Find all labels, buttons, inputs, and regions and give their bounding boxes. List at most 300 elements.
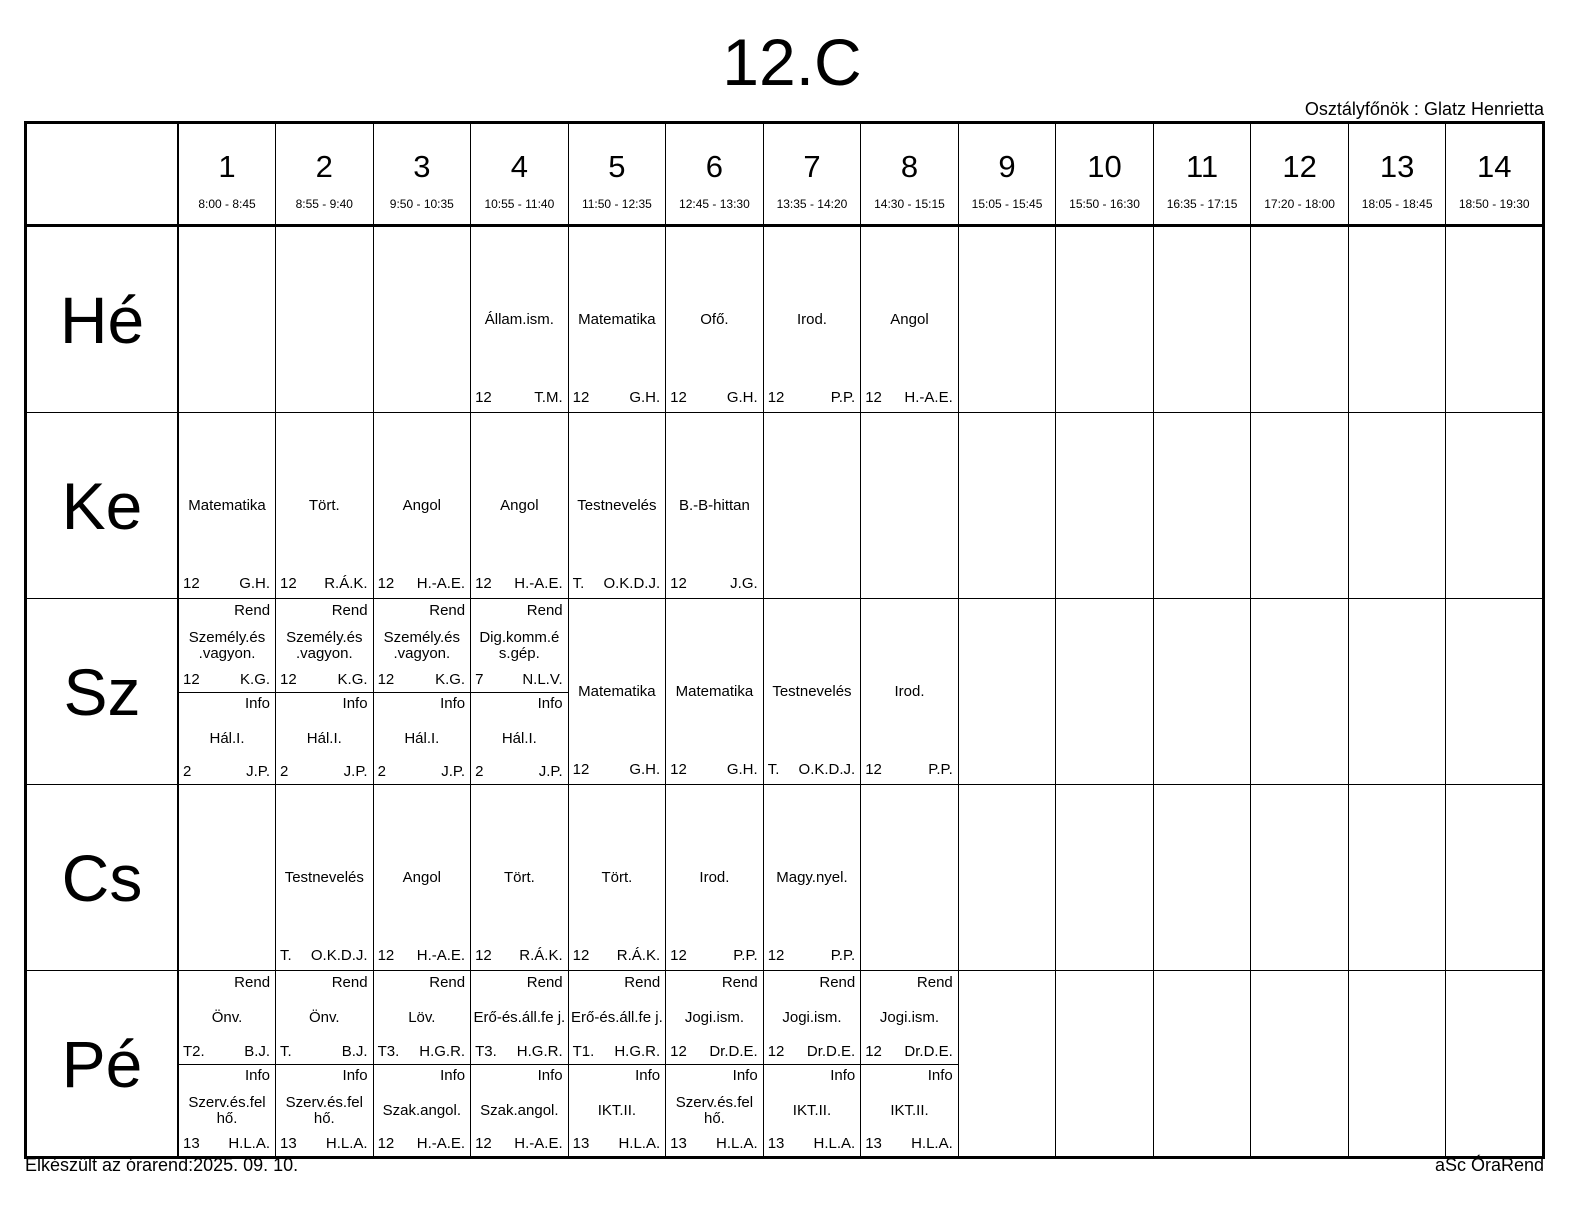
lesson-cell <box>763 226 861 413</box>
subject-label: Matematika <box>675 682 754 700</box>
subject-label: Hál.I. <box>501 729 537 747</box>
room-label: 12 <box>670 1042 687 1060</box>
subject-label: Matematika <box>188 496 266 514</box>
teacher-label: H.-A.E. <box>904 389 953 406</box>
room-label: 13 <box>183 1135 200 1152</box>
room-label: 13 <box>670 1135 687 1152</box>
teacher-label: J.P. <box>343 763 368 780</box>
lesson <box>666 599 763 784</box>
teacher-label: G.H. <box>629 389 661 406</box>
room-label: 12 <box>865 1042 882 1060</box>
group-label: Rend <box>526 974 563 991</box>
room-label: 12 <box>572 761 590 778</box>
lesson-cell <box>666 971 764 1158</box>
subject-label: Hál.I. <box>306 729 342 747</box>
lesson-cell <box>178 226 276 413</box>
room-label: 12 <box>475 947 492 964</box>
lesson-cell <box>861 785 959 971</box>
subject-label: Tört. <box>601 868 633 886</box>
period-header-row <box>26 123 1544 226</box>
subject-label: Irod. <box>699 868 730 886</box>
lesson <box>471 413 568 598</box>
group-label: Info <box>342 694 368 712</box>
lesson <box>764 227 861 412</box>
group-lesson <box>471 692 568 785</box>
room-label: 12 <box>280 670 297 688</box>
period-number: 13 <box>1379 149 1415 184</box>
lesson-cell <box>666 599 764 785</box>
subject-label: Ofő. <box>700 310 729 328</box>
group-lesson <box>179 1064 275 1157</box>
teacher-label: N.L.V. <box>522 670 563 688</box>
lesson-cell <box>666 785 764 971</box>
teacher-label: H.-A.E. <box>514 1135 563 1152</box>
subject-label: Személy.és .vagyon. <box>383 629 461 663</box>
teacher-label: J.P. <box>441 763 466 780</box>
lesson-cell <box>763 599 861 785</box>
group-lesson <box>471 599 568 693</box>
teacher-label: Dr.D.E. <box>806 1042 856 1060</box>
lesson-cell <box>763 413 861 599</box>
period-header <box>373 123 471 226</box>
lesson-cell <box>958 599 1056 785</box>
teacher-label: R.Á.K. <box>519 947 563 964</box>
day-row <box>26 971 1544 1158</box>
lesson-cell <box>1153 599 1251 785</box>
subject-label: IKT.II. <box>597 1101 637 1119</box>
lesson-cell <box>1348 599 1446 785</box>
group-label: Info <box>635 1066 661 1084</box>
period-header <box>178 123 276 226</box>
room-label: 2 <box>183 763 192 780</box>
subject-label: Erő-és.áll.fe j. <box>571 1009 663 1027</box>
teacher-label: H.L.A. <box>618 1135 661 1152</box>
subject-label: Önv. <box>211 1009 243 1027</box>
teacher-label: K.G. <box>240 670 271 688</box>
corner-cell <box>26 123 179 226</box>
period-time: 18:05 - 18:45 <box>1361 197 1433 211</box>
teacher-label: R.Á.K. <box>616 947 661 964</box>
teacher-label: J.P. <box>538 763 563 780</box>
lesson-cell <box>471 785 569 971</box>
room-label: 12 <box>670 575 687 592</box>
teacher-label: R.Á.K. <box>324 575 368 592</box>
period-time: 11:50 - 12:35 <box>581 197 652 211</box>
teacher-label: G.H. <box>726 761 758 778</box>
lesson <box>764 599 861 784</box>
lesson-cell <box>1153 785 1251 971</box>
lesson-cell <box>1251 971 1349 1158</box>
period-number: 6 <box>705 149 724 184</box>
group-lesson <box>276 1064 373 1157</box>
teacher-label: O.K.D.J. <box>310 947 368 964</box>
room-label: 2 <box>377 763 386 780</box>
lesson <box>569 413 666 598</box>
period-number: 1 <box>218 149 236 184</box>
period-header <box>276 123 374 226</box>
subject-label: Személy.és .vagyon. <box>188 629 266 663</box>
teacher-label: H.L.A. <box>325 1135 368 1152</box>
period-time: 15:50 - 16:30 <box>1069 197 1140 211</box>
room-label: T3. <box>475 1042 497 1060</box>
lesson-cell <box>1056 971 1154 1158</box>
teacher-label: P.P. <box>830 947 856 964</box>
day-row <box>26 226 1544 413</box>
teacher-label: P.P. <box>733 947 758 964</box>
period-header <box>471 123 569 226</box>
teacher-label: H.L.A. <box>228 1135 271 1152</box>
subject-label: Hál.I. <box>404 729 440 747</box>
teacher-label: G.H. <box>726 389 758 406</box>
day-row <box>26 413 1544 599</box>
lesson-cell <box>1348 971 1446 1158</box>
group-label: Info <box>440 1066 466 1084</box>
group-label: Info <box>927 1066 953 1084</box>
lesson-cell <box>1056 599 1154 785</box>
lesson <box>764 785 861 970</box>
room-label: 12 <box>670 761 687 778</box>
subject-label: Szerv.és.fel hő. <box>675 1093 754 1127</box>
room-label: 12 <box>183 670 200 688</box>
lesson-cell <box>861 226 959 413</box>
period-number: 3 <box>413 149 431 184</box>
lesson-cell <box>1153 413 1251 599</box>
subject-label: Szak.angol. <box>382 1101 462 1119</box>
lesson <box>276 413 373 598</box>
lesson-cell <box>471 971 569 1158</box>
subject-label: Személy.és .vagyon. <box>286 629 363 663</box>
lesson-cell <box>763 971 861 1158</box>
teacher-label: G.H. <box>239 575 271 592</box>
period-time: 15:05 - 15:45 <box>971 197 1043 211</box>
room-label: 2 <box>280 763 289 780</box>
period-number: 12 <box>1282 149 1317 184</box>
lesson <box>374 785 471 970</box>
lesson-cell <box>373 226 471 413</box>
group-lesson <box>276 599 373 693</box>
group-lesson <box>374 599 471 693</box>
room-label: 12 <box>670 389 687 406</box>
teacher-label: K.G. <box>435 670 466 688</box>
teacher-label: B.J. <box>244 1042 271 1060</box>
subject-label: Angol <box>500 496 539 514</box>
period-header <box>1251 123 1349 226</box>
lesson-cell <box>178 785 276 971</box>
room-label: 12 <box>377 947 395 964</box>
room-label: 12 <box>475 575 492 592</box>
room-label: 12 <box>670 947 687 964</box>
teacher-label: P.P. <box>830 389 856 406</box>
lesson-cell <box>178 971 276 1158</box>
period-number: 5 <box>608 149 626 184</box>
period-header <box>763 123 861 226</box>
subject-label: Jogi.ism. <box>879 1009 940 1027</box>
day-row <box>26 599 1544 785</box>
subject-label: Tört. <box>503 868 535 886</box>
group-lesson <box>179 692 275 785</box>
lesson-cell <box>1153 971 1251 1158</box>
teacher-label: J.P. <box>246 763 271 780</box>
period-number: 2 <box>315 149 333 184</box>
subject-label: Matematika <box>578 682 656 700</box>
lesson-cell <box>471 226 569 413</box>
teacher-label: H.L.A. <box>813 1135 856 1152</box>
group-label: Rend <box>234 974 271 991</box>
lesson-cell <box>568 226 666 413</box>
group-lesson <box>179 599 275 693</box>
group-lesson <box>179 971 275 1065</box>
page-title: 12.C <box>722 25 862 99</box>
teacher-label: H.L.A. <box>911 1135 953 1152</box>
lesson-cell <box>373 785 471 971</box>
room-label: T3. <box>377 1042 400 1060</box>
group-label: Rend <box>819 974 856 991</box>
teacher-label: H.-A.E. <box>416 575 466 592</box>
period-number: 14 <box>1476 149 1512 184</box>
lesson-cell <box>1251 599 1349 785</box>
group-lesson <box>569 971 666 1065</box>
lesson-cell <box>1056 785 1154 971</box>
room-label: T1. <box>572 1042 595 1060</box>
lesson <box>861 227 958 412</box>
lesson <box>569 227 666 412</box>
lesson-cell <box>276 785 374 971</box>
lesson <box>569 599 666 784</box>
lesson-cell <box>1251 226 1349 413</box>
subject-label: Matematika <box>578 310 656 328</box>
period-time: 12:45 - 13:30 <box>679 197 750 211</box>
group-label: Info <box>245 1066 271 1084</box>
day-label: Cs <box>26 785 179 971</box>
room-label: 12 <box>475 389 492 406</box>
subject-label: Önv. <box>309 1009 340 1027</box>
lesson-cell <box>276 971 374 1158</box>
subject-label: Löv. <box>408 1009 436 1027</box>
subject-label: Irod. <box>894 682 925 700</box>
room-label: T. <box>767 761 780 778</box>
lesson-cell <box>373 971 471 1158</box>
lesson-cell <box>666 413 764 599</box>
lesson <box>471 227 568 412</box>
lesson-cell <box>1348 785 1446 971</box>
lesson-cell <box>861 413 959 599</box>
group-lesson <box>764 1064 861 1157</box>
subject-label: Állam.ism. <box>484 310 554 328</box>
group-lesson <box>471 971 568 1065</box>
group-label: Rend <box>331 602 368 619</box>
group-label: Rend <box>526 602 563 619</box>
group-lesson <box>374 971 471 1065</box>
class-teacher: Osztályfőnök : Glatz Henrietta <box>1304 99 1544 119</box>
period-time: 10:55 - 11:40 <box>484 197 555 211</box>
subject-label: Jogi.ism. <box>684 1009 745 1027</box>
teacher-label: Dr.D.E. <box>904 1042 953 1060</box>
lesson-cell <box>763 785 861 971</box>
lesson-cell <box>958 971 1056 1158</box>
lesson-cell <box>568 413 666 599</box>
lesson-cell <box>373 599 471 785</box>
lesson-cell <box>568 971 666 1158</box>
lesson-cell <box>1348 413 1446 599</box>
period-number: 7 <box>803 149 821 184</box>
generated-date: Elkészült az órarend:2025. 09. 10. <box>25 1155 299 1175</box>
teacher-label: O.K.D.J. <box>798 761 856 778</box>
subject-label: B.-B-hittan <box>678 496 750 514</box>
lesson-cell <box>373 413 471 599</box>
group-lesson <box>569 1064 666 1157</box>
group-lesson <box>374 1064 471 1157</box>
room-label: 13 <box>280 1135 297 1152</box>
lesson-cell <box>276 413 374 599</box>
teacher-label: G.H. <box>629 761 661 778</box>
period-number: 9 <box>998 149 1016 184</box>
lesson-cell <box>1056 413 1154 599</box>
room-label: 13 <box>865 1135 882 1152</box>
subject-label: IKT.II. <box>890 1101 929 1119</box>
teacher-label: T.M. <box>534 389 563 406</box>
room-label: 12 <box>475 1135 492 1152</box>
teacher-label: P.P. <box>928 761 953 778</box>
group-label: Rend <box>721 974 758 991</box>
lesson-cell <box>276 226 374 413</box>
subject-label: Testnevelés <box>772 682 852 700</box>
subject-label: Angol <box>402 496 442 514</box>
lesson-cell <box>958 413 1056 599</box>
lesson-cell <box>1446 971 1544 1158</box>
lesson-cell <box>1153 226 1251 413</box>
day-label: Pé <box>26 971 179 1158</box>
lesson <box>666 227 763 412</box>
group-label: Rend <box>234 602 271 619</box>
subject-label: Szak.angol. <box>480 1101 559 1119</box>
teacher-label: H.G.R. <box>516 1042 563 1060</box>
room-label: 12 <box>280 575 297 592</box>
timetable <box>24 121 1545 1159</box>
teacher-label: H.-A.E. <box>416 947 466 964</box>
group-label: Rend <box>624 974 661 991</box>
room-label: 12 <box>767 947 785 964</box>
group-lesson <box>861 971 958 1065</box>
room-label: T2. <box>183 1042 205 1060</box>
group-lesson <box>666 1064 763 1157</box>
room-label: 12 <box>767 1042 785 1060</box>
lesson-cell <box>568 785 666 971</box>
subject-label: Magy.nyel. <box>776 868 848 886</box>
day-row <box>26 785 1544 971</box>
group-lesson <box>471 1064 568 1157</box>
group-label: Rend <box>429 602 466 619</box>
room-label: 12 <box>183 575 200 592</box>
room-label: 13 <box>572 1135 590 1152</box>
lesson-cell <box>1446 226 1544 413</box>
day-label: Hé <box>26 226 179 413</box>
group-lesson <box>374 692 471 785</box>
subject-label: Dig.komm.é s.gép. <box>479 629 560 663</box>
room-label: T. <box>280 1042 292 1060</box>
lesson <box>569 785 666 970</box>
teacher-label: B.J. <box>341 1042 368 1060</box>
room-label: 12 <box>572 389 590 406</box>
lesson-cell <box>958 785 1056 971</box>
lesson <box>179 413 275 598</box>
teacher-label: H.G.R. <box>614 1042 661 1060</box>
lesson <box>666 413 763 598</box>
period-number: 11 <box>1185 149 1219 184</box>
subject-label: Jogi.ism. <box>782 1009 842 1027</box>
teacher-label: K.G. <box>337 670 368 688</box>
period-time: 17:20 - 18:00 <box>1264 197 1335 211</box>
subject-label: Testnevelés <box>577 496 657 514</box>
lesson-cell <box>1446 413 1544 599</box>
lesson-cell <box>1056 226 1154 413</box>
lesson-cell <box>1251 413 1349 599</box>
day-label: Sz <box>26 599 179 785</box>
period-header <box>1153 123 1251 226</box>
period-number: 8 <box>900 149 919 184</box>
group-lesson <box>764 971 861 1065</box>
subject-label: Angol <box>890 310 929 328</box>
room-label: 13 <box>767 1135 785 1152</box>
teacher-label: Dr.D.E. <box>709 1042 758 1060</box>
software-brand: aSc ÓraRend <box>1434 1155 1544 1175</box>
teacher-label: H.-A.E. <box>514 575 563 592</box>
lesson <box>374 413 471 598</box>
lesson <box>471 785 568 970</box>
subject-label: Szerv.és.fel hő. <box>188 1093 266 1127</box>
room-label: T. <box>572 575 585 592</box>
lesson <box>276 785 373 970</box>
group-lesson <box>861 1064 958 1157</box>
subject-label: Erő-és.áll.fe j. <box>473 1009 566 1027</box>
subject-label: Szerv.és.fel hő. <box>285 1093 363 1127</box>
subject-label: Hál.I. <box>209 729 245 747</box>
group-label: Rend <box>429 974 466 991</box>
subject-label: Irod. <box>796 310 827 328</box>
room-label: 7 <box>475 670 484 688</box>
lesson-cell <box>1348 226 1446 413</box>
lesson <box>666 785 763 970</box>
teacher-label: H.-A.E. <box>416 1135 466 1152</box>
lesson-cell <box>1446 599 1544 785</box>
room-label: 2 <box>475 763 484 780</box>
room-label: T. <box>280 947 292 964</box>
subject-label: Testnevelés <box>284 868 364 886</box>
room-label: 12 <box>865 389 882 406</box>
period-header <box>1056 123 1154 226</box>
room-label: 12 <box>377 670 395 688</box>
period-header <box>958 123 1056 226</box>
teacher-label: H.L.A. <box>716 1135 758 1152</box>
lesson-cell <box>1446 785 1544 971</box>
lesson-cell <box>958 226 1056 413</box>
group-label: Info <box>830 1066 856 1084</box>
room-label: 12 <box>377 575 395 592</box>
timetable-body <box>26 226 1544 1158</box>
period-header <box>1348 123 1446 226</box>
room-label: 12 <box>865 761 882 778</box>
subject-label: Angol <box>402 868 442 886</box>
room-label: 12 <box>767 389 785 406</box>
period-time: 9:50 - 10:35 <box>389 197 454 211</box>
day-label: Ke <box>26 413 179 599</box>
group-label: Info <box>440 694 466 712</box>
lesson <box>861 599 958 784</box>
period-number: 10 <box>1087 149 1122 184</box>
teacher-label: H.G.R. <box>419 1042 466 1060</box>
period-time: 8:00 - 8:45 <box>198 197 256 211</box>
lesson-cell <box>1251 785 1349 971</box>
group-label: Info <box>732 1066 758 1084</box>
